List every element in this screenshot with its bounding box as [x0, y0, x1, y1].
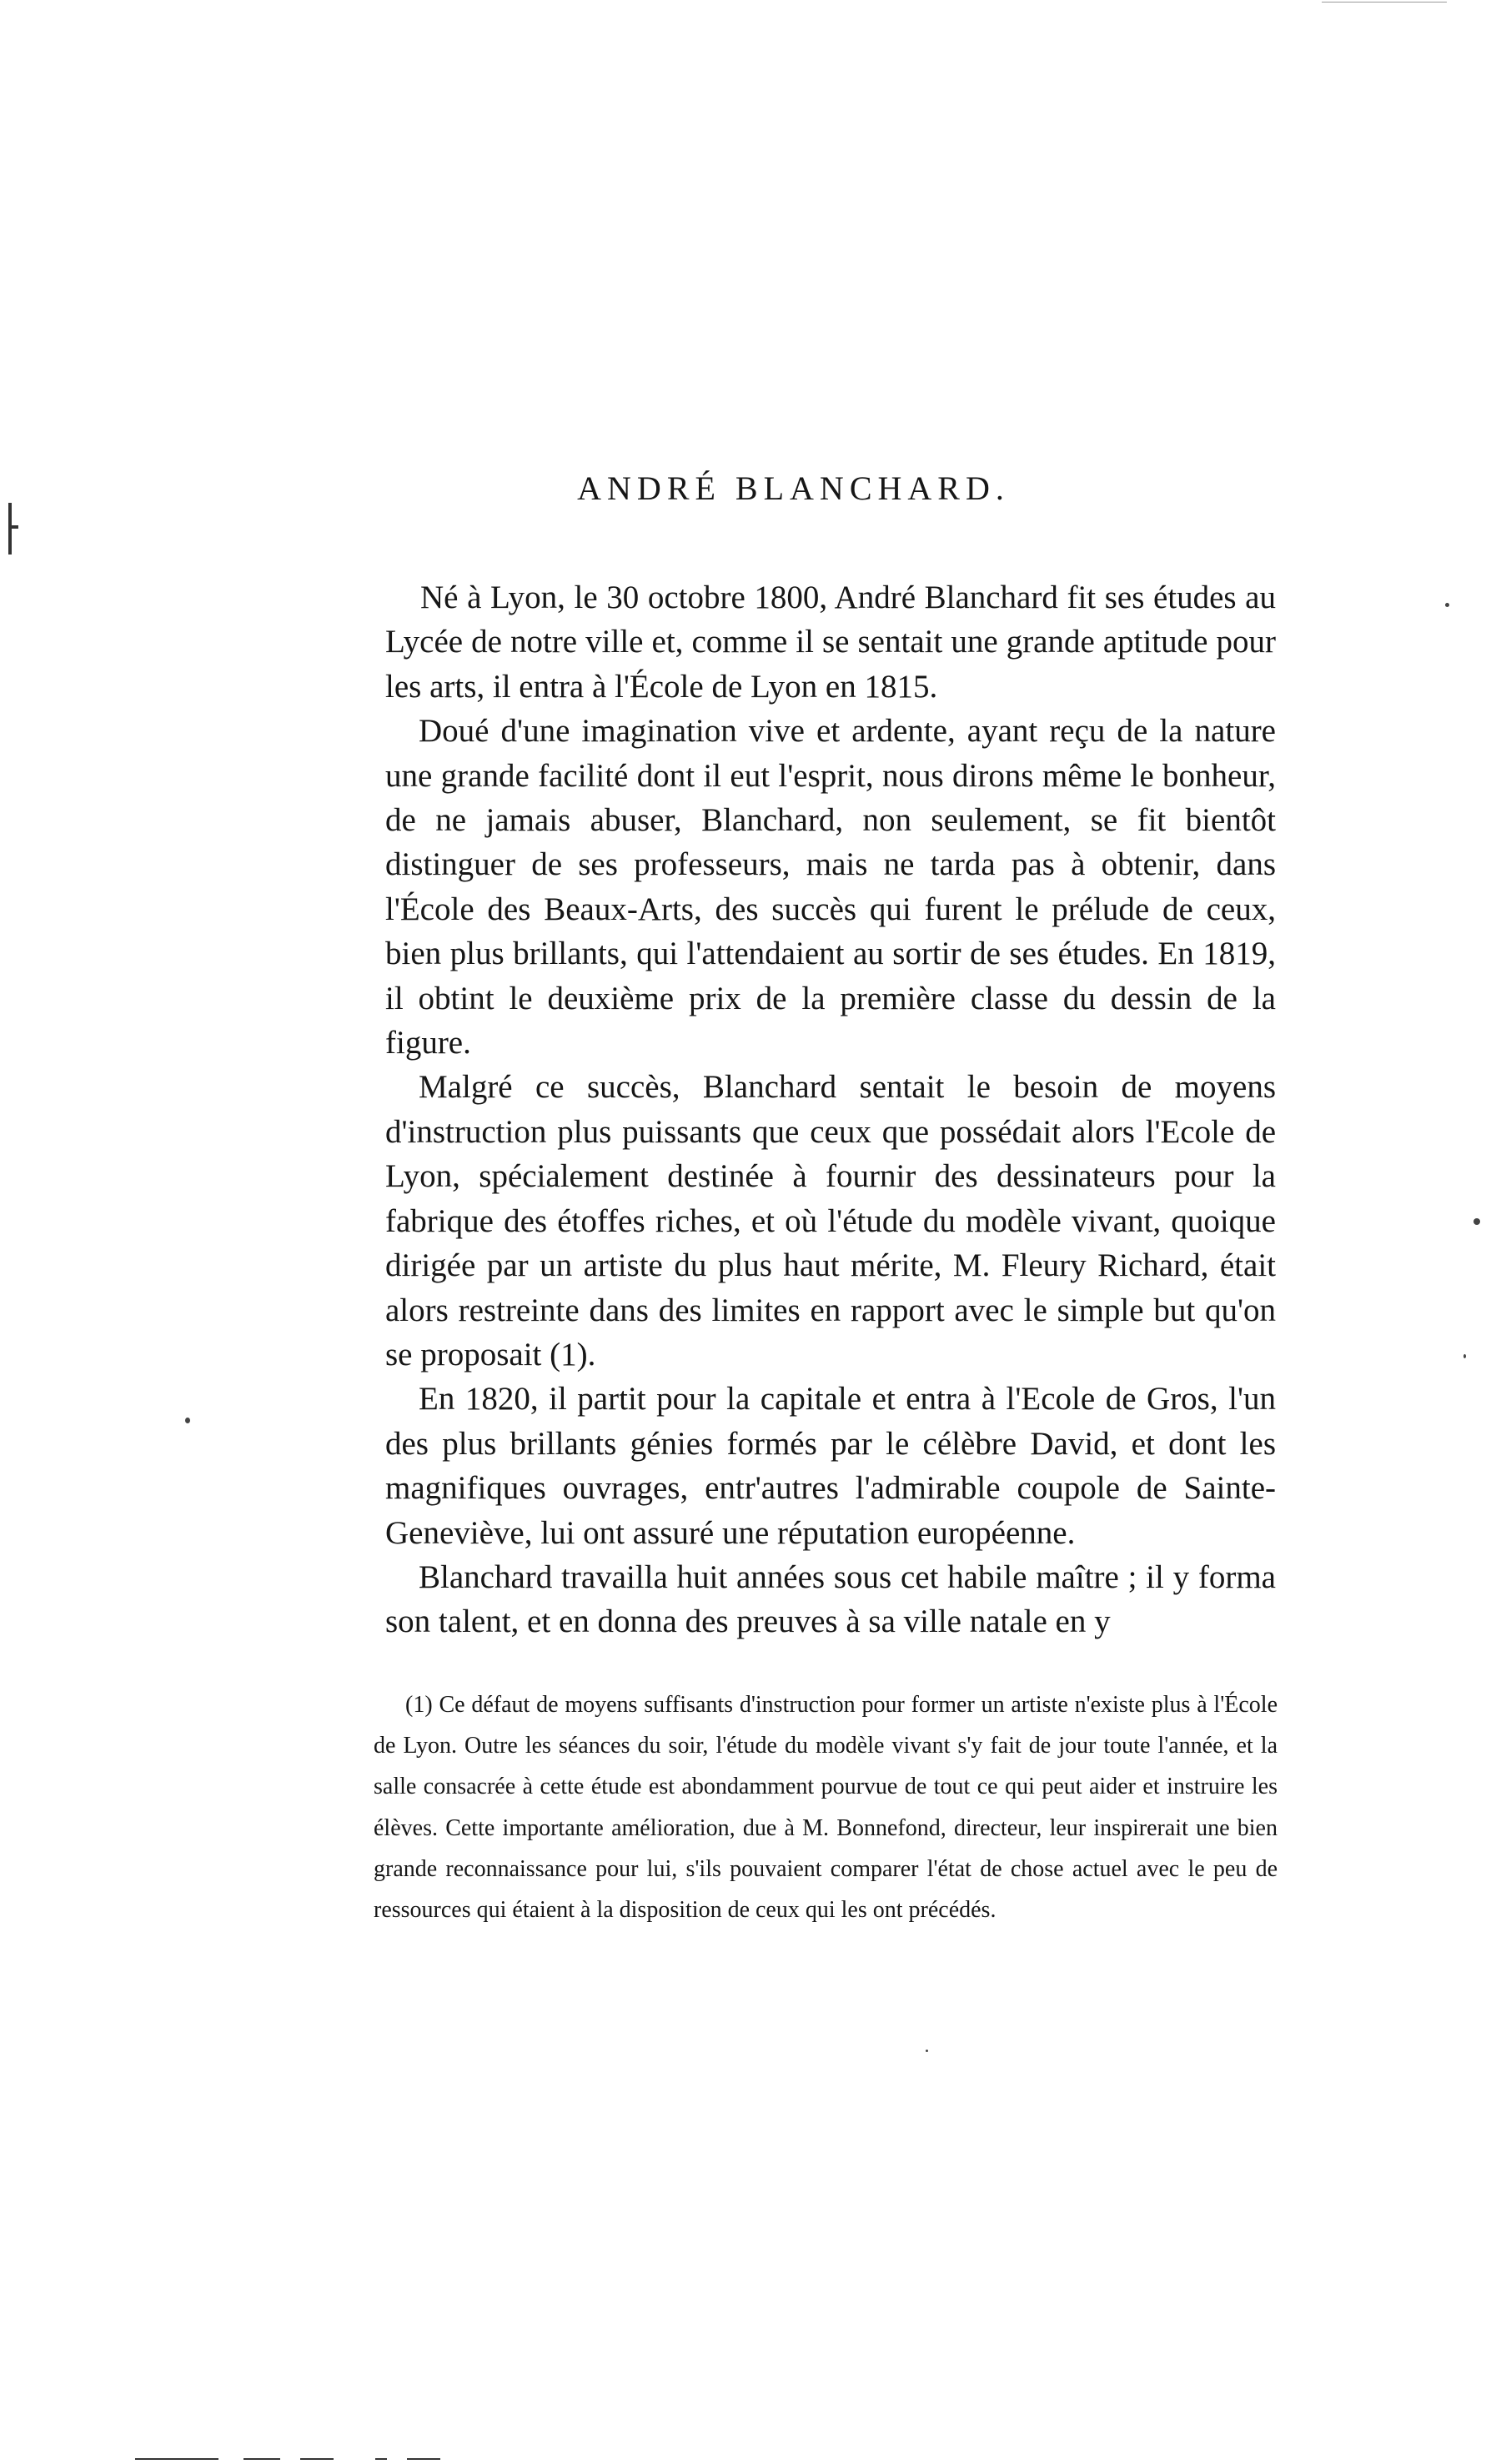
- bottom-rule: [407, 2458, 440, 2460]
- paragraph: Né à Lyon, le 30 octobre 1800, André Blanchard fit ses études au Lycée de notre ville et, comme il se sentait une grande aptitude pour les arts, il entra à l'École de Lyon en 1815.: [385, 580, 1276, 705]
- scan-speck: [1445, 603, 1449, 607]
- bottom-rule: [243, 2458, 280, 2460]
- scan-mark-left: [8, 503, 12, 555]
- paragraph: Blanchard travailla huit années sous cet habile maître ; il y forma son talent, et en donna des preuves à sa ville natale en y: [385, 1558, 1276, 1640]
- scan-mark-left-tick: [10, 525, 18, 529]
- scan-speck: [185, 1418, 190, 1423]
- footnote-text: (1) Ce défaut de moyens suffisants d'instruction pour former un artiste n'existe plus à l'École de Lyon. Outre les séances du soir, l'étude du modèle vivant s'y fait de jour toute l'année, et la salle consacrée à cette étude est abondamment pourvue de tout ce qui peut aider et instruire les élèves. Cette importante amélioration, due à M. Bonnefond, directeur, leur inspirerait une bien grande reconnaissance pour lui, s'ils pouvaient comparer l'état de chose actuel avec le peu de ressources qui étaient à la disposition de ceux qui les ont précédés.: [374, 1692, 1278, 1924]
- scan-speck: [926, 2050, 928, 2052]
- paragraph: En 1820, il partit pour la capitale et entra à l'Ecole de Gros, l'un des plus brillants génies formés par le célèbre David, et dont les magnifiques ouvrages, entr'autres l'admirable coupole de Sainte-Geneviève, lui ont assuré une réputation européenne.: [385, 1381, 1276, 1551]
- bottom-rule: [300, 2458, 334, 2460]
- scan-speck: [1473, 1218, 1480, 1225]
- top-rule: [1322, 2, 1447, 3]
- scan-speck: [1463, 1354, 1466, 1358]
- footnote: [374, 1684, 1278, 1930]
- paragraph: Malgré ce succès, Blanchard sentait le besoin de moyens d'instruction plus puissants que ceux que possédait alors l'Ecole de Lyon, spécialement destinée à fournir des dessinateurs pour la fabrique des étoffes riches, et où l'étude du modèle vivant, quoique dirigée par un artiste du plus haut mérite, M. Fleury Richard, était alors restreinte dans des limites en rapport avec le simple but qu'on se proposait (1).: [385, 1069, 1276, 1373]
- bottom-rule: [135, 2458, 218, 2460]
- main-text: [385, 575, 1276, 1644]
- paragraph: Doué d'une imagination vive et ardente, ayant reçu de la nature une grande facilité dont il eut l'esprit, nous dirons même le bonheur, de ne jamais abuser, Blanchard, non seulement, se fit bientôt distinguer de ses professeurs, mais ne tarda pas à obtenir, dans l'École des Beaux-Arts, des succès qui furent le prélude de ceux, bien plus brillants, qui l'attendaient au sortir de ses études. En 1819, il obtint le deuxième prix de la première classe du dessin de la figure.: [385, 713, 1276, 1061]
- page-title: ANDRÉ BLANCHARD.: [577, 469, 1010, 507]
- bottom-rule: [375, 2458, 387, 2460]
